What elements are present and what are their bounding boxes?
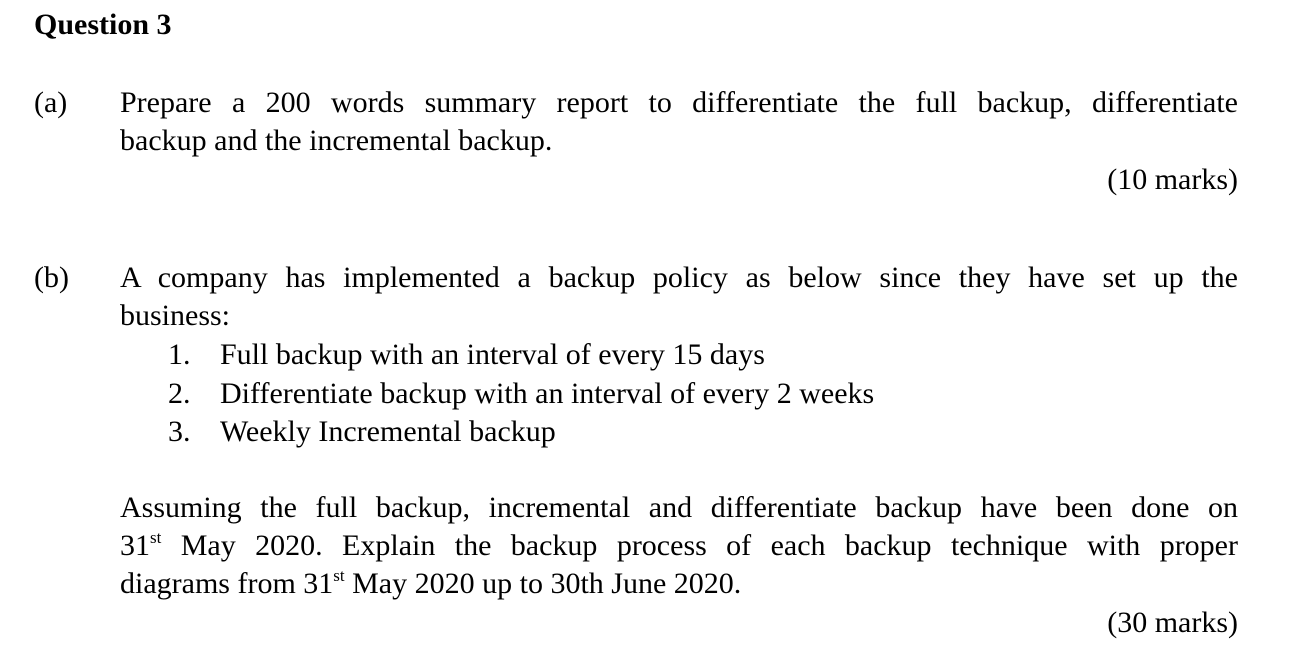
- part-b-intro-line-2: business:: [120, 299, 231, 332]
- policy-item-number: 2.: [168, 376, 191, 410]
- policy-item: [168, 336, 874, 375]
- task-line-3-start: diagrams from 31: [120, 567, 334, 600]
- part-a-label: (a): [34, 86, 68, 119]
- part-b-task-line-3: [120, 565, 1238, 603]
- part-a-body: [120, 84, 1238, 160]
- policy-item-text: Differentiate backup with an interval of every 2 weeks: [220, 376, 875, 410]
- ordinal-suffix: st: [333, 566, 345, 585]
- policy-item-text: Weekly Incremental backup: [220, 415, 556, 448]
- part-b-marks: (30 marks): [1107, 606, 1238, 639]
- task-line-2-text: May 2020. Explain the backup process of each backup technique with proper: [161, 529, 1238, 562]
- policy-item-number: 3.: [168, 415, 191, 448]
- task-line-3-text: May 2020 up to 30th June 2020.: [344, 567, 742, 600]
- part-b-task: [120, 489, 1238, 603]
- question-title: Question 3: [34, 8, 172, 41]
- date-day: 31: [120, 529, 150, 562]
- policy-item-text: Full backup with an interval of every 15 days: [220, 338, 765, 371]
- policy-item: [168, 375, 874, 414]
- part-a-marks: (10 marks): [1107, 163, 1238, 196]
- part-b-intro-line-1: A company has implemented a backup policy as below since they have set up the: [120, 261, 1238, 294]
- part-b-task-line-1: Assuming the full backup, incremental and differentiate backup have been done on: [120, 491, 1238, 524]
- policy-item: [168, 413, 874, 452]
- part-a-line-2: backup and the incremental backup.: [120, 124, 553, 157]
- part-a-line-1: Prepare a 200 words summary report to differentiate the full backup, differentiate: [120, 86, 1238, 119]
- part-b-label: (b): [34, 261, 69, 294]
- part-b-intro: [120, 259, 1238, 335]
- policy-item-number: 1.: [168, 338, 191, 371]
- backup-policy-list: [168, 336, 874, 452]
- part-b-task-line-2: [120, 527, 1238, 565]
- ordinal-suffix: st: [150, 528, 162, 547]
